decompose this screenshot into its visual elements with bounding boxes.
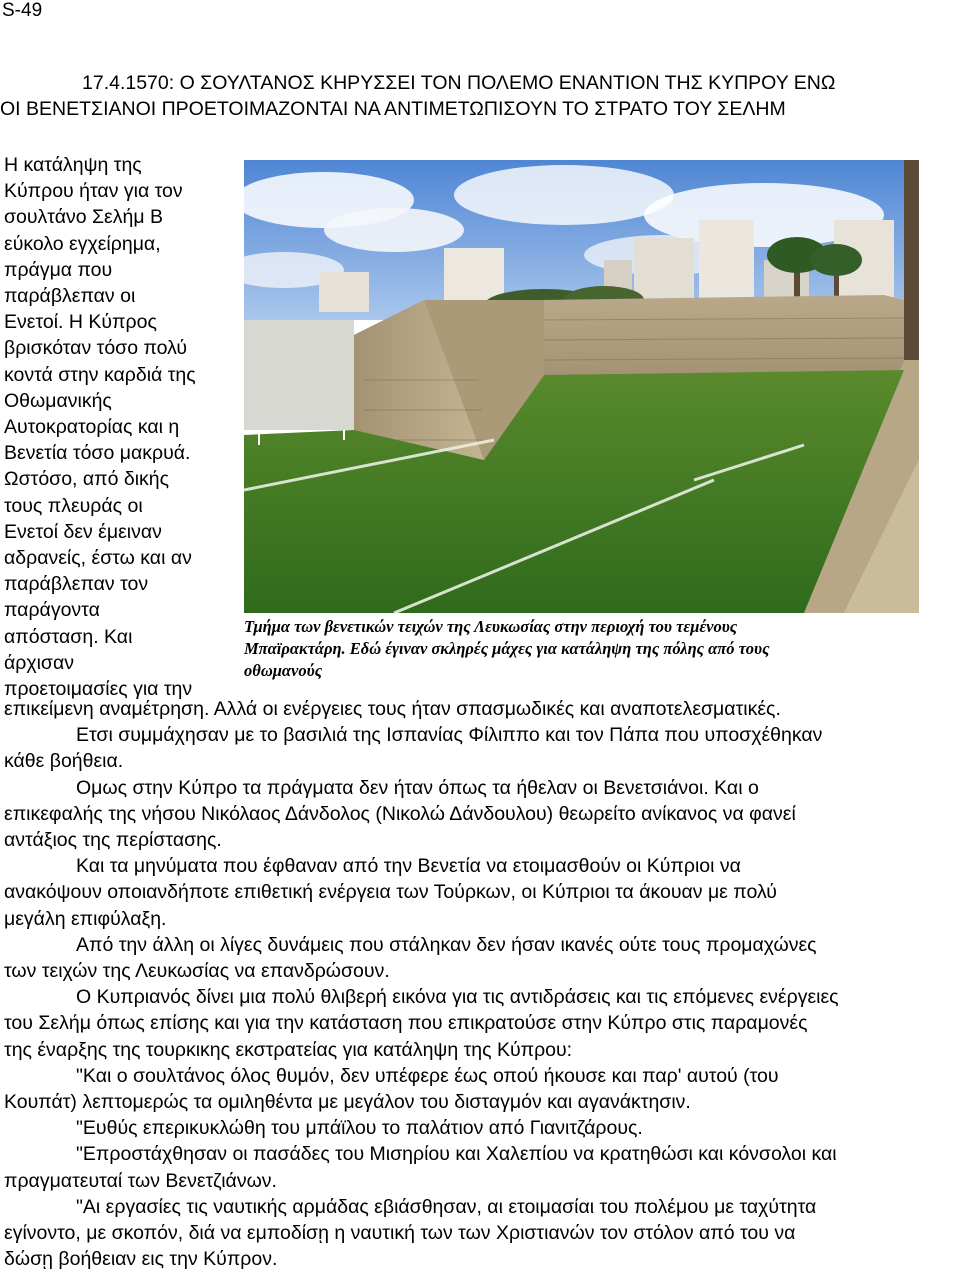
text-line: επικεφαλής της νήσου Νικόλαος Δάνδολος (Νικολώ Δάνδουλου) θεωρείτο ανίκανος να φανεί [4, 802, 796, 825]
text-line: Κύπρου ήταν για τον [4, 180, 183, 203]
text-line: της έναρξης της τουρκικης εκστρατείας για κατάληψη της Κύπρου: [4, 1038, 573, 1061]
text-line: "Αι εργασίες τις ναυτικής αρμάδας εβιάσθησαν, αι ετοιμασίαι του πολέμου με ταχύτητα [76, 1195, 817, 1218]
intro-paragraph [4, 152, 240, 702]
text-line: Ωστόσο, από δικής [4, 468, 170, 491]
text-line: άρχισαν [4, 651, 74, 674]
caption-line: οθωμανούς [244, 661, 323, 680]
text-line: Ετσι συμμάχησαν με το βασιλιά της Ισπανίας Φίλιππο και τον Πάπα που υποσχέθηκαν [76, 724, 823, 747]
text-line: Βενετία τόσο μακρυά. [4, 442, 191, 465]
text-line: "Ευθύς επερικυκλώθη του μπάϊλου το παλάτιον από Γιανιτζάρους. [76, 1117, 643, 1140]
text-line: "Και ο σουλτάνος όλος θυμόν, δεν υπέφερε έως οπού ήκουσε και παρ' αυτού (του [76, 1064, 779, 1087]
text-line: Ομως στην Κύπρο τα πράγματα δεν ήταν όπως τα ήθελαν οι Βενετσιάνοι. Και ο [76, 776, 759, 799]
text-line: μεγάλη επιφύλαξη. [4, 907, 167, 930]
text-line: εγίνοντο, με σκοπόν, διά να εμποδίσῃ η ναυτική των των Χριστιανών τον στόλον από του να [4, 1222, 796, 1245]
text-line: τους πλευράς οι [4, 494, 143, 517]
text-line: ανακόψουν οποιανδήποτε επιθετική ενέργεια των Τούρκων, οι Κύπριοι τα άκουαν με πολύ [4, 881, 777, 904]
heading-line-1: 17.4.1570: Ο ΣΟΥΛΤΑΝΟΣ ΚΗΡΥΣΣΕΙ ΤΟΝ ΠΟΛΕΜΟ ΕΝΑΝΤΙΟΝ ΤΗΣ ΚΥΠΡΟΥ ΕΝΩ [82, 72, 836, 94]
text-line: πραγματευταί των Βενετζιάνων. [4, 1169, 277, 1192]
text-line: επικείμενη αναμέτρηση. Αλλά οι ενέργειες τους ήταν σπασμωδικές και αναποτελεσματικές. [4, 698, 781, 720]
text-line: αντάξιος της περίστασης. [4, 829, 222, 852]
text-line: κοντά στην καρδιά της [4, 363, 196, 386]
text-line: απόσταση. Και [4, 625, 133, 648]
text-line: σουλτάνο Σελήμ Β [4, 206, 164, 229]
photo-venetian-walls [244, 160, 919, 613]
heading-line-2: ΟΙ ΒΕΝΕΤΣΙΑΝΟΙ ΠΡΟΕΤΟΙΜΑΖΟΝΤΑΙ ΝΑ ΑΝΤΙΜΕΤΩΠΙΣΟΥΝ ΤΟ ΣΤΡΑΤΟ ΤΟΥ ΣΕΛΗΜ [0, 98, 786, 120]
text-line: Ο Κυπριανός δίνει μια πολύ θλιβερή εικόνα για τις αντιδράσεις και τις επόμενες ενέργειες [76, 986, 839, 1009]
text-line: Κουπάτ) λεπτομερώς τα ομιληθέντα με μεγάλον του δισταγμόν και αγανάκτησιν. [4, 1091, 691, 1114]
caption-line: Μπαϊρακτάρη. Εδώ έγιναν σκληρές μάχες για κατάληψη της πόλης από τους [244, 639, 770, 658]
text-line: Αυτοκρατορίας και η [4, 416, 180, 439]
text-line: Η κατάληψη της [4, 154, 142, 176]
text-line: δώσῃ βοήθειαν εις την Κύπρον. [4, 1248, 278, 1271]
text-line: Ενετοί δεν έμειναν [4, 520, 162, 543]
text-line: των τειχών της Λευκωσίας να επανδρώσουν. [4, 960, 390, 983]
text-line: κάθε βοήθεια. [4, 750, 124, 773]
text-line: "Επροστάχθησαν οι πασάδες του Μισηρίου και Χαλεπίου να κρατηθώσι και κόνσολοι και [76, 1143, 837, 1166]
page-number: S-49 [2, 0, 43, 21]
text-line: εύκολο εγχείρημα, [4, 232, 161, 255]
page-heading [0, 70, 960, 122]
text-line: Από την άλλη οι λίγες δυνάμεις που στάληκαν δεν ήσαν ικανές ούτε τους προμαχώνες [76, 933, 817, 956]
caption-line: Τμήμα των βενετικών τειχών της Λευκωσίας στην περιοχή του τεμένους [244, 617, 738, 636]
text-line: πράγμα που [4, 258, 113, 281]
text-line: Οθωμανικής [4, 389, 112, 412]
photo-caption [244, 616, 924, 682]
text-line: Και τα μηνύματα που έφθαναν από την Βενετία να ετοιμασθούν οι Κύπριοι να [76, 855, 741, 878]
text-line: του Σελήμ όπως επίσης και για την κατάσταση που επικρατούσε στην Κύπρο στις παραμονές [4, 1012, 808, 1035]
text-line: βρισκόταν τόσο πολύ [4, 337, 188, 360]
text-line: παράβλεπαν τον [4, 573, 149, 596]
text-line: προετοιμασίες για την [4, 678, 193, 701]
text-line: αδρανείς, έστω και αν [4, 547, 192, 570]
body-paragraphs [4, 696, 956, 1272]
text-line: παράβλεπαν οι [4, 285, 136, 308]
text-line: Ενετοί. Η Κύπρος [4, 311, 157, 334]
text-line: παράγοντα [4, 599, 100, 622]
